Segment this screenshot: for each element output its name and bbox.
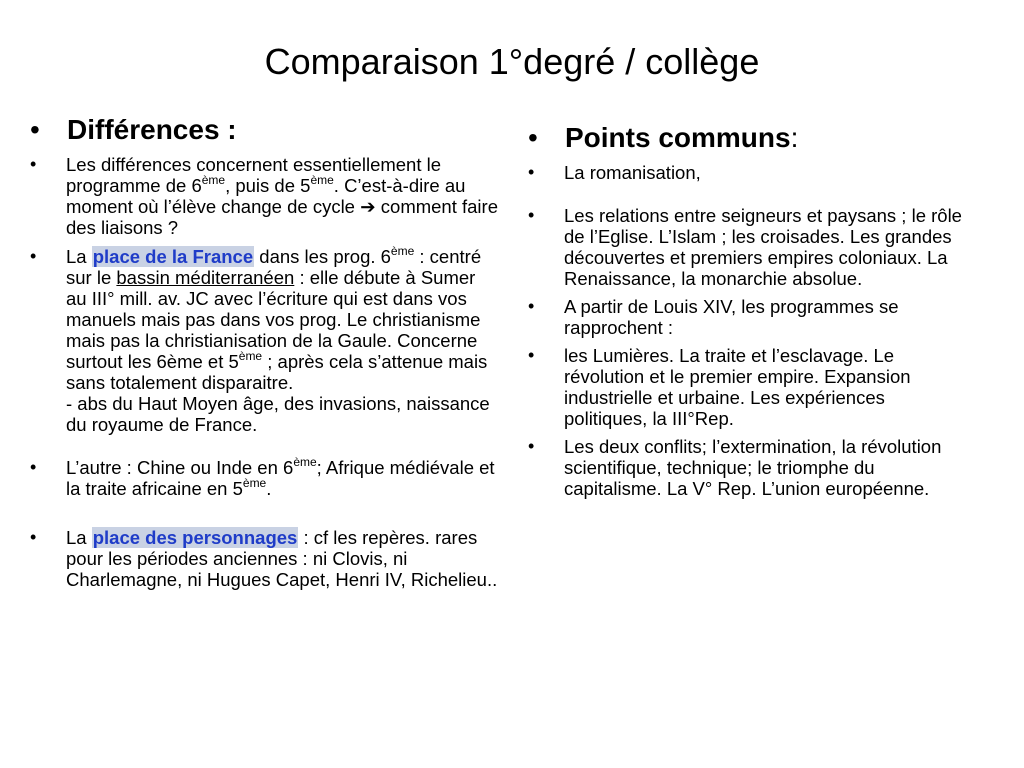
list-item	[528, 345, 968, 429]
item-text: A partir de Louis XIV, les programmes se rapprochent :	[564, 296, 899, 338]
differences-column	[30, 112, 500, 590]
bullet-icon: •	[30, 457, 37, 477]
list-item	[30, 154, 500, 238]
superscript: ème	[390, 243, 415, 258]
bullet-icon: •	[30, 154, 37, 174]
bullet-icon: •	[30, 114, 40, 145]
superscript: ème	[293, 454, 317, 469]
bullet-icon: •	[528, 162, 535, 182]
item-text: .	[266, 478, 272, 499]
item-text: comment faire des liaisons ?	[66, 196, 498, 238]
item-text: ; après cela s’attenue mais sans totalement disparaitre.	[66, 351, 488, 393]
item-text: L’autre : Chine ou Inde en 6	[66, 457, 294, 478]
bullet-icon: •	[30, 246, 37, 266]
list-item	[528, 162, 968, 183]
list-item	[528, 205, 968, 289]
arrow-right-icon: ➔	[360, 196, 376, 217]
bullet-icon: •	[30, 527, 37, 547]
item-text: , puis de 5	[225, 175, 311, 196]
superscript: ème	[310, 172, 334, 187]
place-des-personnages-link[interactable]: place des personnages	[92, 527, 298, 548]
list-item	[30, 527, 500, 590]
superscript: ème	[201, 172, 226, 187]
list-item	[30, 243, 500, 435]
superscript: ème	[242, 475, 267, 490]
item-text: : elle débute à Sumer au III° mill. av. JC avec l’écriture qui est dans vos manuels mais pas dans vos prog. Le christianisme mais pas la christianisation de la Gaule. Concerne surtout les 6ème et 5	[66, 267, 481, 372]
item-text: dans les prog. 6	[254, 246, 391, 267]
item-text: Les différences concernent essentiellement le programme de 6	[66, 154, 442, 196]
item-text: Les relations entre seigneurs et paysans ; le rôle de l’Eglise. L’Islam ; les croisades. Les grandes découvertes et premiers empires coloniaux. La Renaissance, la monarchie absolue.	[564, 205, 962, 289]
superscript: ème	[238, 348, 263, 363]
points-communs-heading	[528, 120, 968, 156]
item-subline: - abs du Haut Moyen âge, des invasions, naissance du royaume de France.	[66, 393, 490, 435]
underlined-text: bassin méditerranéen	[116, 267, 295, 288]
place-de-la-france-link[interactable]: place de la France	[92, 246, 254, 267]
bullet-icon: •	[528, 296, 535, 316]
bullet-icon: •	[528, 122, 538, 153]
list-item	[528, 296, 968, 338]
differences-heading	[30, 112, 500, 148]
list-item	[528, 436, 968, 499]
item-text: : cf les repères. rares pour les périodes anciennes : ni Clovis, ni Charlemagne, ni Hugues Capet, Henri IV, Richelieu..	[66, 527, 498, 590]
bullet-icon: •	[528, 436, 535, 456]
heading-colon: :	[790, 122, 799, 153]
points-communs-column	[528, 120, 968, 499]
item-text: La romanisation,	[564, 162, 701, 183]
bullet-icon: •	[528, 345, 535, 365]
list-item	[30, 454, 500, 499]
item-text: La	[66, 527, 92, 548]
item-text: ; Afrique médiévale et la traite africaine en 5	[66, 457, 495, 499]
item-text: les Lumières. La traite et l’esclavage. Le révolution et le premier empire. Expansion industrielle et urbaine. Les expériences politiques, la III°Rep.	[564, 345, 911, 429]
item-text: . C’est-à-dire au moment où l’élève change de cycle	[66, 175, 466, 217]
item-text: Les deux conflits; l’extermination, la révolution scientifique, technique; le triomphe du capitalisme. La V° Rep. L’union européenne.	[564, 436, 942, 499]
differences-heading-text: Différences :	[67, 114, 237, 145]
bullet-icon: •	[528, 205, 535, 225]
points-communs-heading-text: Points communs	[565, 122, 791, 153]
slide-title: Comparaison 1°degré / collège	[264, 41, 760, 82]
item-text: La	[66, 246, 92, 267]
item-text: : centré sur le	[66, 246, 482, 288]
